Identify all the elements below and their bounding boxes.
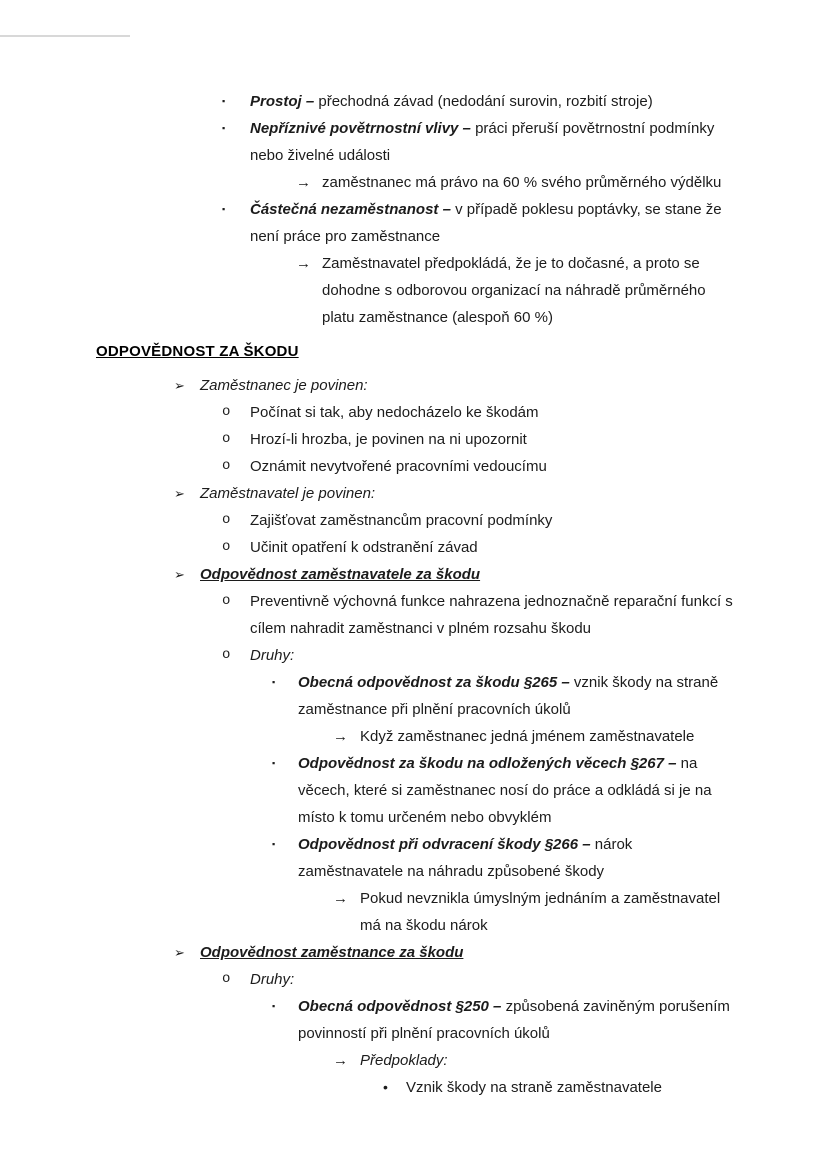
arrow-bullet-icon: → <box>333 1052 348 1069</box>
list-item <box>96 1047 740 1074</box>
list-item-text <box>200 377 368 394</box>
text-segment: Zaměstnavatel předpokládá, že je to dočasné, a proto se dohodne s odborovou organizací na náhradě průměrného platu zaměstnance (alespoň 60 %) <box>322 255 706 326</box>
list-item-text <box>250 458 547 475</box>
list-item <box>96 939 740 966</box>
list-item-text <box>298 998 730 1042</box>
chevron-bullet-icon: ➢ <box>174 378 185 393</box>
text-segment: na věcech, které si zaměstnanec nosí do práce a odkládá si je na místo k tomu určeném nebo obvyklém <box>298 755 712 826</box>
list-item <box>96 1074 740 1101</box>
list-item-text <box>250 512 552 529</box>
list-item <box>96 250 740 331</box>
circle-bullet-icon: o <box>222 647 231 663</box>
list-item-text <box>200 485 375 502</box>
text-segment: Nepříznivé povětrnostní vlivy – <box>250 120 476 137</box>
list-item-text <box>298 674 718 718</box>
list-item-text <box>250 971 294 988</box>
heading-text <box>96 343 299 360</box>
chevron-bullet-icon: ➢ <box>174 486 185 501</box>
square-bullet-icon: ▪ <box>272 839 276 849</box>
list-item-text <box>250 404 539 421</box>
arrow-bullet-icon: → <box>333 890 348 907</box>
list-item <box>96 723 740 750</box>
list-item-text <box>250 593 733 637</box>
square-bullet-icon: ▪ <box>272 758 276 768</box>
list-item <box>96 885 740 939</box>
list-item-text <box>360 890 720 934</box>
text-segment: Pokud nevznikla úmyslným jednáním a zaměstnavatel má na škodu nárok <box>360 890 721 934</box>
list-item <box>96 993 740 1047</box>
list-item-text <box>322 255 706 326</box>
text-segment: Vznik škody na straně zaměstnavatele <box>406 1079 662 1096</box>
list-item-text <box>250 647 294 664</box>
list-item-text <box>298 755 712 826</box>
circle-bullet-icon: o <box>222 404 231 420</box>
text-segment: Když zaměstnanec jedná jménem zaměstnavatele <box>360 728 695 745</box>
list-item <box>96 88 740 115</box>
section-heading <box>96 338 740 365</box>
list-item <box>96 534 740 561</box>
circle-bullet-icon: o <box>222 431 231 447</box>
text-segment: práci přeruší povětrnostní podmínky nebo živelné události <box>250 120 715 164</box>
list-item <box>96 750 740 831</box>
list-item <box>96 196 740 250</box>
square-bullet-icon: ▪ <box>272 1001 276 1011</box>
text-segment: způsobená zaviněným porušením povinností při plnění pracovních úkolů <box>298 998 730 1042</box>
circle-bullet-icon: o <box>222 971 231 987</box>
scan-artifact <box>0 35 130 37</box>
list-item <box>96 169 740 196</box>
text-segment: Zaměstnanec je povinen: <box>200 377 368 394</box>
text-segment: Zaměstnavatel je povinen: <box>200 485 376 502</box>
text-segment: vznik škody na straně zaměstnance při plnění pracovních úkolů <box>298 674 719 718</box>
arrow-bullet-icon: → <box>296 255 311 272</box>
list-item-text <box>200 566 480 583</box>
text-segment: Odpovědnost zaměstnance za škodu <box>200 944 464 961</box>
text-segment: přechodná závad (nedodání surovin, rozbití stroje) <box>318 93 653 110</box>
arrow-bullet-icon: → <box>296 174 311 191</box>
arrow-bullet-icon: → <box>333 728 348 745</box>
text-segment: zaměstnanec má právo na 60 % svého průměrného výdělku <box>322 174 722 191</box>
list-item <box>96 507 740 534</box>
chevron-bullet-icon: ➢ <box>174 567 185 582</box>
text-segment: Odpovědnost za škodu na odložených věcech §267 – <box>298 755 681 772</box>
square-bullet-icon: ▪ <box>222 96 226 106</box>
text-segment: Odpovědnost při odvracení škody §266 – <box>298 836 595 853</box>
text-segment: ODPOVĚDNOST ZA ŠKODU <box>96 343 299 360</box>
text-segment: nárok zaměstnavatele na náhradu způsobené škody <box>298 836 633 880</box>
circle-bullet-icon: o <box>222 593 231 609</box>
text-segment: v případě poklesu poptávky, se stane že není práce pro zaměstnance <box>250 201 722 245</box>
text-segment: Prostoj – <box>250 93 319 110</box>
list-item-text <box>360 1052 448 1069</box>
list-item-text <box>406 1079 662 1096</box>
circle-bullet-icon: o <box>222 539 231 555</box>
list-item-text <box>200 944 463 961</box>
chevron-bullet-icon: ➢ <box>174 945 185 960</box>
list-item <box>96 588 740 642</box>
list-item <box>96 561 740 588</box>
list-item-text <box>322 174 721 191</box>
text-segment: Oznámit nevytvořené pracovními vedoucímu <box>250 458 547 475</box>
text-segment: Odpovědnost zaměstnavatele za škodu <box>200 566 481 583</box>
list-item <box>96 642 740 669</box>
list-item-text <box>250 120 714 164</box>
text-segment: Předpoklady: <box>360 1052 448 1069</box>
dot-bullet-icon: • <box>383 1079 388 1095</box>
list-item-text <box>250 201 722 245</box>
text-segment: Druhy: <box>250 647 295 664</box>
square-bullet-icon: ▪ <box>272 677 276 687</box>
circle-bullet-icon: o <box>222 458 231 474</box>
square-bullet-icon: ▪ <box>222 204 226 214</box>
list-item <box>96 669 740 723</box>
text-segment: Obecná odpovědnost za škodu §265 – <box>298 674 574 691</box>
list-item <box>96 399 740 426</box>
text-segment: Počínat si tak, aby nedocházelo ke škodám <box>250 404 539 421</box>
list-item <box>96 966 740 993</box>
text-segment: Preventivně výchovná funkce nahrazena jednoznačně reparační funkcí s cílem nahradit zaměstnanci v plném rozsahu škodu <box>250 593 733 637</box>
text-segment: Hrozí-li hrozba, je povinen na ni upozornit <box>250 431 527 448</box>
list-item <box>96 426 740 453</box>
list-item <box>96 831 740 885</box>
list-item <box>96 453 740 480</box>
list-item-text <box>360 728 694 745</box>
square-bullet-icon: ▪ <box>222 123 226 133</box>
text-segment: Zajišťovat zaměstnancům pracovní podmínky <box>250 512 553 529</box>
text-segment: Částečná nezaměstnanost – <box>250 201 456 218</box>
text-segment: Obecná odpovědnost §250 – <box>298 998 506 1015</box>
text-segment: Učinit opatření k odstranění závad <box>250 539 478 556</box>
list-item <box>96 115 740 169</box>
list-item-text <box>250 431 527 448</box>
circle-bullet-icon: o <box>222 512 231 528</box>
text-segment: Druhy: <box>250 971 295 988</box>
list-item-text <box>250 539 478 556</box>
list-item-text <box>250 93 653 110</box>
list-item <box>96 480 740 507</box>
list-item <box>96 372 740 399</box>
list-item-text <box>298 836 632 880</box>
